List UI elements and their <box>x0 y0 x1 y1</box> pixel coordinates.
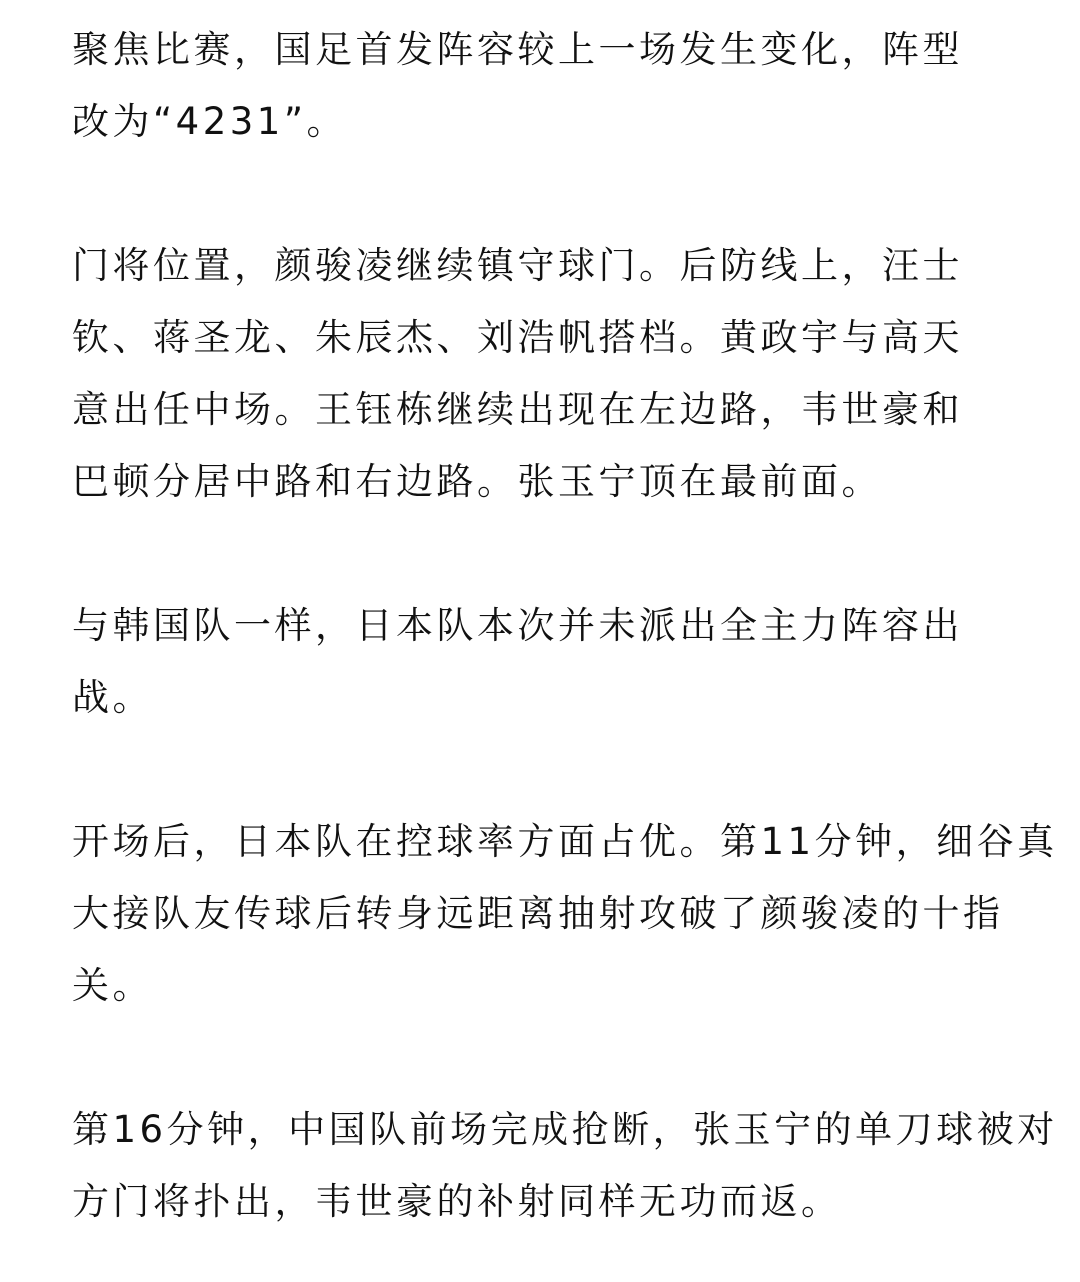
text-line: 开场后，日本队在控球率方面占优。第11分钟，细谷真 <box>72 820 1058 863</box>
text-line: 意出任中场。王钰栋继续出现在左边路，韦世豪和 <box>72 388 963 431</box>
text-line: 与韩国队一样，日本队本次并未派出全主力阵容出 <box>72 604 963 647</box>
text-line: 改为“4231”。 <box>72 100 347 143</box>
text-line: 方门将扑出，韦世豪的补射同样无功而返。 <box>72 1180 842 1223</box>
paragraph-chance <box>72 1094 1058 1238</box>
text-line: 钦、蒋圣龙、朱辰杰、刘浩帆搭档。黄政宇与高天 <box>72 316 963 359</box>
text-line: 聚焦比赛，国足首发阵容较上一场发生变化，阵型 <box>72 28 963 71</box>
text-line: 关。 <box>72 964 153 1007</box>
text-line: 门将位置，颜骏凌继续镇守球门。后防线上，汪士 <box>72 244 963 287</box>
paragraph-japan-lineup <box>72 590 1012 734</box>
text-line: 大接队友传球后转身远距离抽射攻破了颜骏凌的十指 <box>72 892 1004 935</box>
paragraph-formation <box>72 14 1012 158</box>
paragraph-lineup <box>72 230 1012 518</box>
article-body <box>72 14 1058 1238</box>
paragraph-first-goal <box>72 806 1058 1022</box>
text-line: 战。 <box>72 676 153 719</box>
text-line: 巴顿分居中路和右边路。张玉宁顶在最前面。 <box>72 460 882 503</box>
text-line: 第16分钟，中国队前场完成抢断，张玉宁的单刀球被对 <box>72 1108 1058 1151</box>
